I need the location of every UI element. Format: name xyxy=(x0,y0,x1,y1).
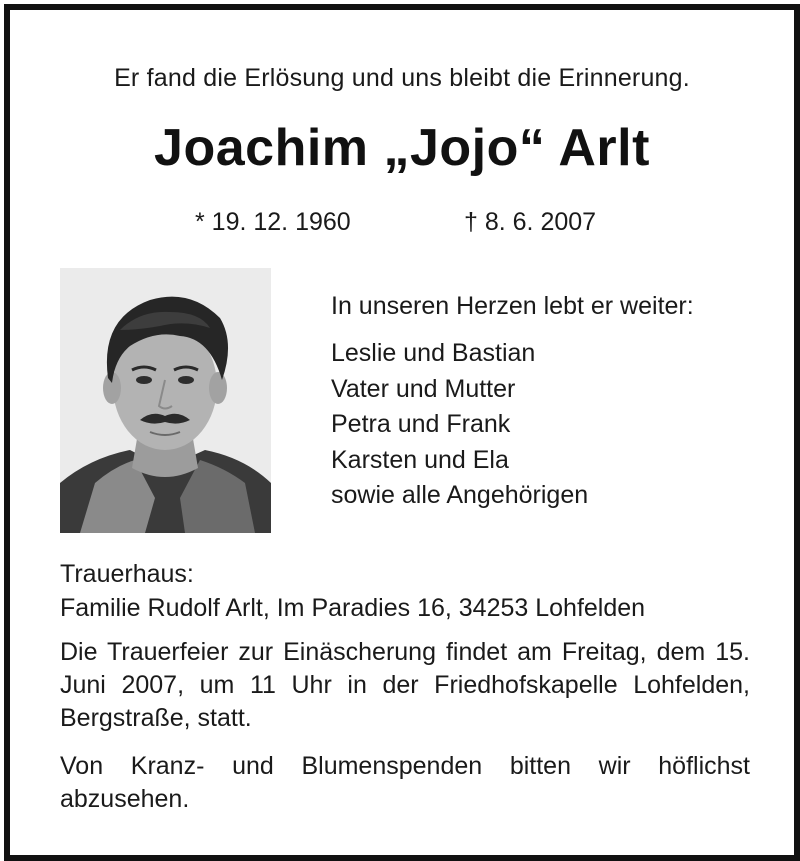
deceased-name: Joachim „Jojo“ Arlt xyxy=(154,119,650,177)
ceremony-info: Die Trauerfeier zur Einäscherung findet am Freitag, dem 15. Juni 2007, um 11 Uhr in der Friedhofskapelle Lohfelden, Bergstraße, statt. xyxy=(60,638,750,732)
mourner-line: Petra und Frank xyxy=(331,410,511,438)
mourner-line: Leslie und Bastian xyxy=(331,339,536,367)
mourner-line: Karsten und Ela xyxy=(331,445,509,474)
flowers-request: Von Kranz- und Blumenspenden bitten wir höflichst abzusehen. xyxy=(60,752,750,813)
mourner-line: sowie alle Angehörigen xyxy=(331,481,589,509)
mourners-intro: In unseren Herzen lebt er weiter: xyxy=(331,292,694,320)
mourner-line: Vater und Mutter xyxy=(331,374,516,403)
mourning-house-label: Trauerhaus: xyxy=(60,560,194,588)
obituary-notice xyxy=(4,4,800,861)
portrait-photo xyxy=(60,268,271,533)
motto-line: Er fand die Erlösung und uns bleibt die Erinnerung. xyxy=(114,64,690,92)
death-date: † 8. 6. 2007 xyxy=(464,208,597,236)
birth-date: * 19. 12. 1960 xyxy=(195,208,351,236)
mourners-list xyxy=(331,336,588,514)
mourning-house-address: Familie Rudolf Arlt, Im Paradies 16, 34253 Lohfelden xyxy=(60,594,646,622)
